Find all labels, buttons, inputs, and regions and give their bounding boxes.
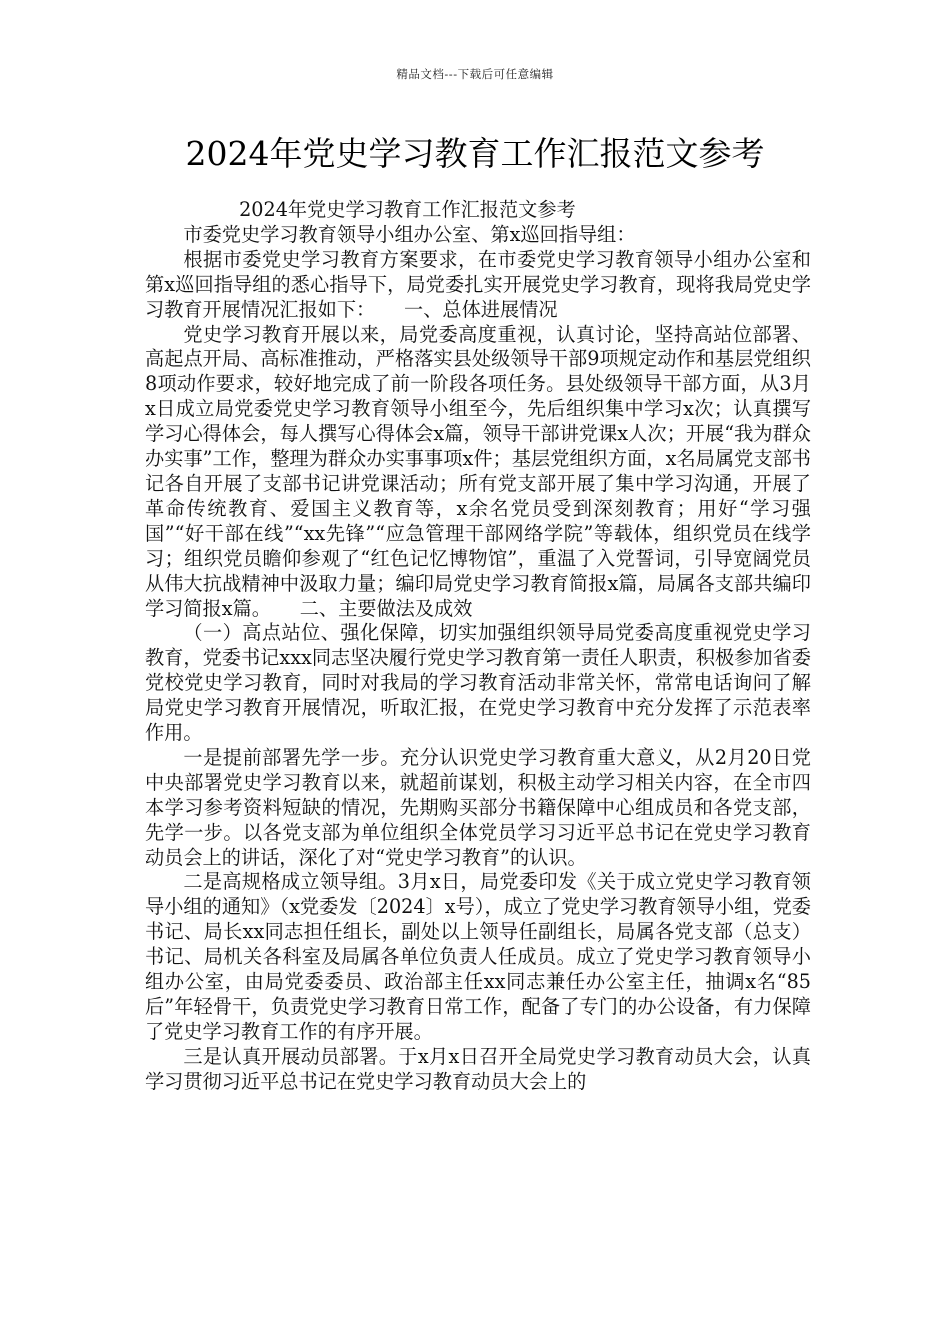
paragraph-point-three: 三是认真开展动员部署。于x月x日召开全局党史学习教育动员大会，认真学习贯彻习近平总书记在党史学习教育动员大会上的 [145,1044,811,1093]
header-note: 精品文档---下载后可任意编辑 [396,67,554,81]
document-body [145,198,811,1095]
paragraph-point-two: 二是高规格成立领导组。3月x日，局党委印发《关于成立党史学习教育领导小组的通知》（x党委发〔2024〕x号），成立了党史学习教育领导小组，党委书记、局长xx同志担任组长，副处以上领导任副组长，局属各党支部（总支）书记、局机关各科室及局属各单位负责人任成员。成立了党史学习教育领导小组办公室，由局党委委员、政治部主任xx同志兼任办公室主任，抽调x名“85后”年轻骨干，负责党史学习教育日常工作，配备了专门的办公设备，有力保障了党史学习教育工作的有序开展。 [145,870,811,1043]
paragraph-progress: 党史学习教育开展以来，局党委高度重视，认真讨论，坚持高站位部署、高起点开局、高标准推动，严格落实县处级领导干部9项规定动作和基层党组织8项动作要求，较好地完成了前一阶段各项任务。县处级领导干部方面，从3月x日成立局党委党史学习教育领导小组至今，先后组织集中学习x次；认真撰写学习心得体会，每人撰写心得体会x篇，领导干部讲党课x人次；开展“我为群众办实事”工作，整理为群众办实事事项x件；基层党组织方面，x名局属党支部书记各自开展了支部书记讲党课活动；所有党支部开展了集中学习沟通，开展了革命传统教育、爱国主义教育等，x余名党员受到深刻教育；用好“学习强国”“好干部在线”“xx先锋”“应急管理干部网络学院”等载体，组织党员在线学习；组织党员瞻仰参观了“红色记忆博物馆”，重温了入党誓词，引导宽阔党员从伟大抗战精神中汲取力量；编印局党史学习教育简报x篇，局属各支部共编印学习简报x篇。 二、主要做法及成效 [145,322,811,620]
paragraph-intro: 根据市委党史学习教育方案要求，在市委党史学习教育领导小组办公室和第x巡回指导组的悉心指导下，局党委扎实开展党史学习教育，现将我局党史学习教育开展情况汇报如下： 一、总体进展情况 [145,247,811,321]
document-subtitle: 2024年党史学习教育工作汇报范文参考 [239,198,576,221]
paragraph-point-one: 一是提前部署先学一步。充分认识党史学习教育重大意义，从2月20日党中央部署党史学习教育以来，就超前谋划，积极主动学习相关内容，在全市四本学习参考资料短缺的情况，先期购买部分书籍保障中心组成员和各党支部，先学一步。以各党支部为单位组织全体党员学习习近平总书记在党史学习教育动员会上的讲话，深化了对“党史学习教育”的认识。 [145,745,811,869]
paragraph-salutation: 市委党史学习教育领导小组办公室、第x巡回指导组： [183,222,636,246]
paragraph-section-one: （一）高点站位、强化保障，切实加强组织领导局党委高度重视党史学习教育，党委书记xxx同志坚决履行党史学习教育第一责任人职责，积极参加省委党校党史学习教育，同时对我局的学习教育活动非常关怀，常常电话询问了解局党史学习教育开展情况，听取汇报，在党史学习教育中充分发挥了示范表率作用。 [145,621,811,745]
document-title: 2024年党史学习教育工作汇报范文参考 [185,134,765,173]
